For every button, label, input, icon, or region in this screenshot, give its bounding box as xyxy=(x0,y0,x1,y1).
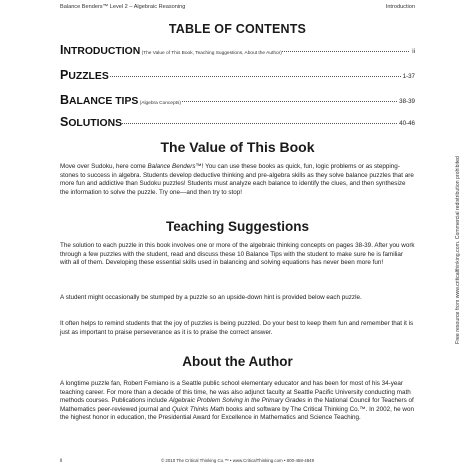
toc-entry-heading: PUZZLES xyxy=(60,68,109,80)
teaching-title: Teaching Suggestions xyxy=(165,219,309,234)
author-title: About the Author xyxy=(182,354,293,369)
toc-entry-balance-tips xyxy=(60,91,415,105)
teaching-paragraph-2: A student might occasionally be stumped by a puzzle so an upside-down hint is provided below each puzzle. xyxy=(60,294,362,301)
toc-entry-heading: BALANCE TIPS xyxy=(60,93,139,105)
toc-entry-heading: SOLUTIONS xyxy=(60,115,123,127)
value-title: The Value of This Book xyxy=(160,139,315,155)
toc-entry-heading: INTRODUCTION xyxy=(60,43,141,55)
toc-entry-pages: 38-39 xyxy=(399,98,415,105)
value-paragraph: Move over Sudoku, here come Balance Benders™! You can use these books as quick, fun, logic problems or as stepping-stones to success in algebra. Students develop deductive thinking and pre-algebra skills as they solve balance puzzles that are more fun and addictive than Sudoku puzzles! Students must analyze each balance to identify the clues, and then synthesize the information to solve the puzzle. Try one—and then try to stop! xyxy=(60,163,414,196)
teaching-paragraph-1: The solution to each puzzle in this book involves one or more of the algebraic thinking concepts on pages 38-39. After you work through a few puzzles with the student, read and discuss these 10 Balance Tips with the student to make sure he is familiar with all of them. Developing these essential skills used in balancing and solving equations has never been more fun! xyxy=(60,242,415,267)
toc-entry-solutions xyxy=(60,113,415,127)
toc-entry-pages: 1-37 xyxy=(402,73,415,80)
toc-title: TABLE OF CONTENTS xyxy=(168,22,307,36)
teaching-paragraph-3: It often helps to remind students that the joy of puzzles is being puzzled. Do your best to keep them fun and remember that it is just as important to praise perseverance as it is to praise the correct answer. xyxy=(60,320,414,336)
toc-leader-dots xyxy=(60,76,415,77)
toc-entry-puzzles xyxy=(60,66,415,80)
running-head-left: Balance Benders™ Level 2 – Algebraic Reasoning xyxy=(60,4,186,10)
toc-entry-note: (The Value of This Book, Teaching Suggestions, About the Author) xyxy=(140,51,282,55)
footer-copyright: © 2010 The Critical Thinking Co.™ • www.CriticalThinking.com • 800-458-4849 xyxy=(160,458,315,463)
toc-entry-pages: 40-46 xyxy=(399,120,415,127)
author-paragraph: A longtime puzzle fan, Robert Femiano is a Seattle public school elementary educator and has been for most of his 34-year teaching career. For more than a decade of this time, he was also adjunct faculty at Seattle Pacific University conducting math methods courses. Publications include Algebraic Problem Solving in the Primary Grades in the National Council for Teachers of Mathematics peer-reviewed journal and Quick Thinks Math books and software by The Critical Thinking Co.™. In 2002, he won the highest honor in education, the Presidential Award for Excellence in Mathematics and Science Teaching. xyxy=(60,380,414,422)
page-number: ii xyxy=(60,458,63,464)
running-head-right: Introduction xyxy=(385,4,415,10)
redistribution-notice: Free resource from www.criticalthinking.com. Commercial redistribution prohibited xyxy=(455,156,461,344)
toc-entry-pages: ii xyxy=(412,48,415,55)
toc-entry-introduction xyxy=(60,41,415,55)
toc-entry-note: (Algebra Concepts) xyxy=(138,101,181,105)
